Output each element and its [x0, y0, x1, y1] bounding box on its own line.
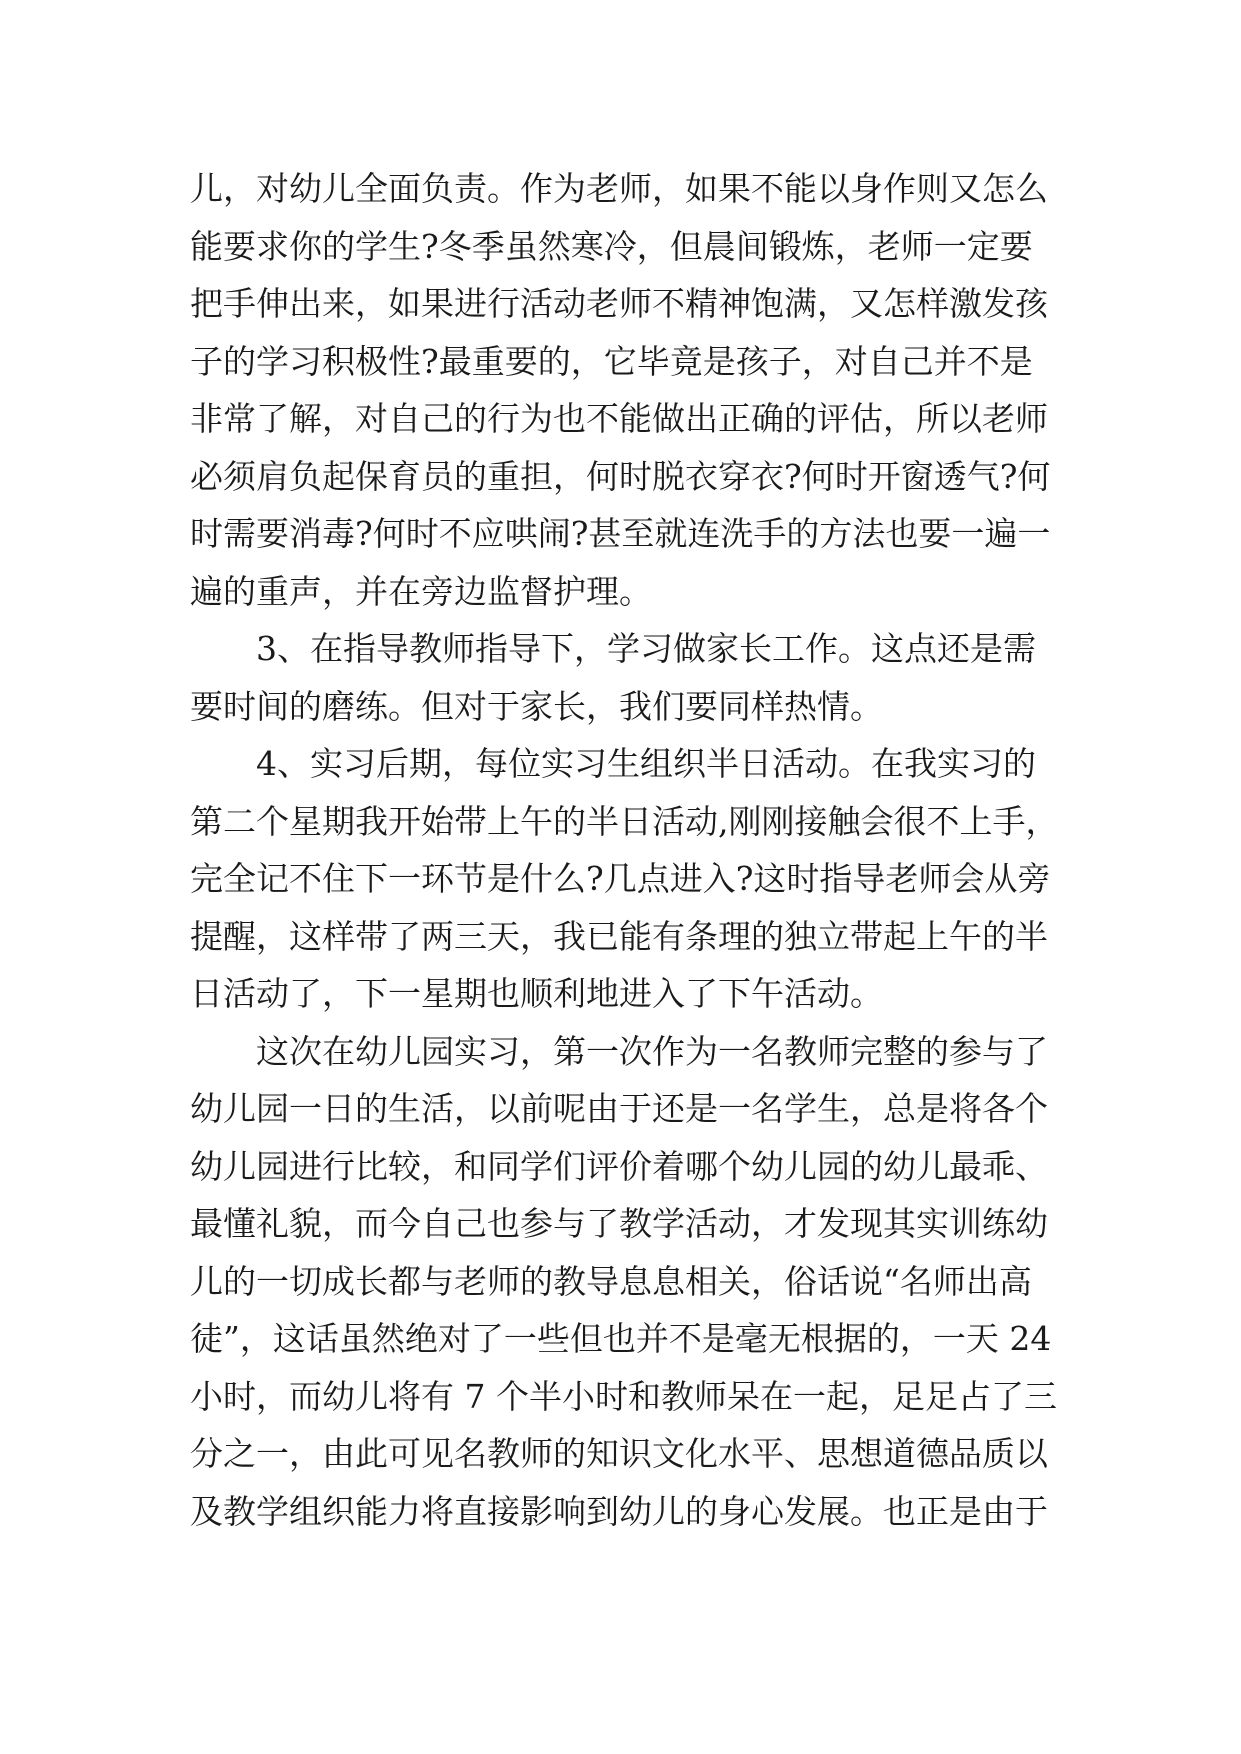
body-text: [190, 160, 1060, 1540]
text-line: 儿的一切成长都与老师的教导息息相关，俗话说“名师出高: [190, 1261, 1032, 1301]
text-line: 小时，而幼儿将有 7 个半小时和教师呆在一起，足足占了三: [190, 1376, 1057, 1416]
text-line: 分之一，由此可见名教师的知识文化水平、思想道德品质以: [190, 1434, 1048, 1473]
text-line: 把手伸出来，如果进行活动老师不精神饱满，又怎样激发孩: [190, 284, 1048, 323]
text-line: 日活动了，下一星期也顺利地进入了下午活动。: [190, 974, 883, 1013]
text-line: 必须肩负起保育员的重担，何时脱衣穿衣?何时开窗透气?何: [190, 456, 1051, 496]
text-line: 子的学习积极性?最重要的，它毕竟是孩子，对自己并不是: [190, 341, 1033, 381]
text-line: 非常了解，对自己的行为也不能做出正确的评估，所以老师: [190, 399, 1048, 438]
text-line: 完全记不住下一环节是什么?几点进入?这时指导老师会从旁: [190, 859, 1051, 898]
text-line: 时需要消毒?何时不应哄闹?甚至就连洗手的方法也要一遍一: [190, 514, 1051, 553]
text-line: 第二个星期我开始带上午的半日活动,刚刚接触会很不上手，: [190, 801, 1059, 841]
text-line: 遍的重声，并在旁边监督护理。: [190, 571, 652, 611]
text-line: 徒”，这话虽然绝对了一些但也并不是毫无根据的，一天 24: [190, 1319, 1052, 1358]
text-line: 幼儿园一日的生活，以前呢由于还是一名学生，总是将各个: [190, 1089, 1048, 1128]
text-line: 幼儿园进行比较，和同学们评价着哪个幼儿园的幼儿最乖、: [190, 1146, 1048, 1186]
text-line: 要时间的磨练。但对于家长，我们要同样热情。: [190, 686, 883, 726]
text-line: 能要求你的学生?冬季虽然寒冷，但晨间锻炼，老师一定要: [190, 226, 1033, 266]
paragraph-start-line: 4、实习后期，每位实习生组织半日活动。在我实习的: [256, 744, 1036, 783]
text-line: 最懂礼貌，而今自己也参与了教学活动，才发现其实训练幼: [190, 1204, 1048, 1243]
text-line: 提醒，这样带了两三天，我已能有条理的独立带起上午的半: [190, 916, 1048, 956]
text-line: 及教学组织能力将直接影响到幼儿的身心发展。也正是由于: [190, 1491, 1048, 1531]
paragraph-start-line: 3、在指导教师指导下，学习做家长工作。这点还是需: [256, 629, 1036, 668]
paragraph-start-line: 这次在幼儿园实习，第一次作为一名教师完整的参与了: [256, 1031, 1048, 1071]
text-line: 儿，对幼儿全面负责。作为老师，如果不能以身作则又怎么: [190, 169, 1048, 208]
